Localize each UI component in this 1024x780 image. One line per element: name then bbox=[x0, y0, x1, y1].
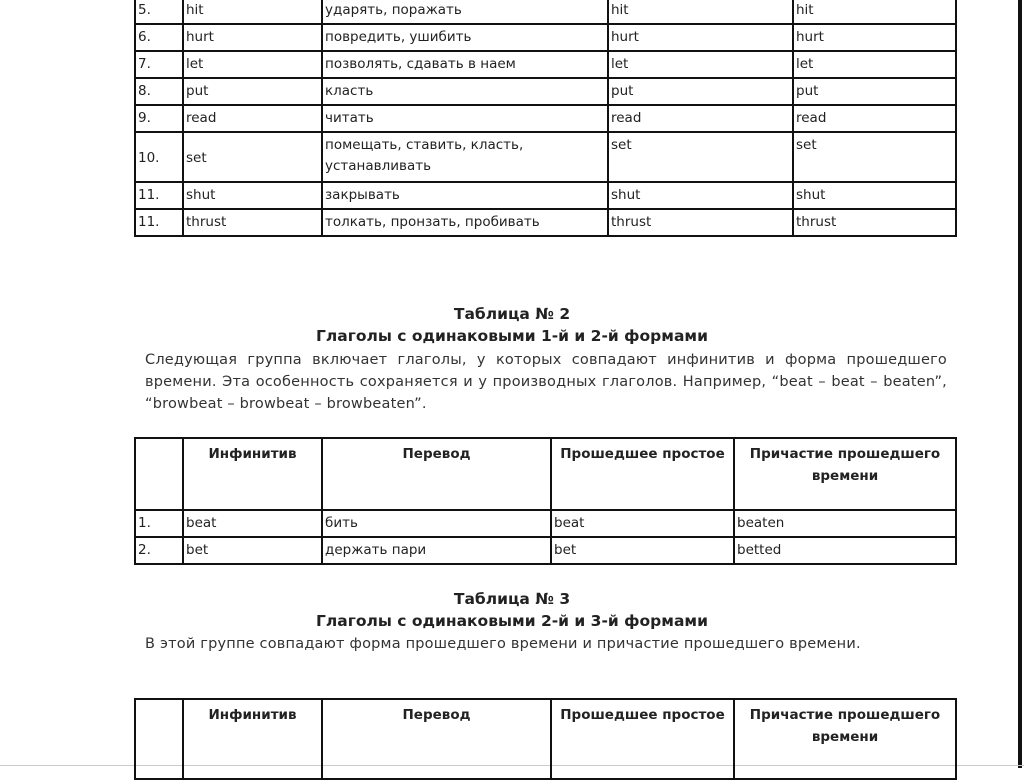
header-past-participle: Причастие прошедшего времени bbox=[734, 699, 956, 779]
past-simple-cell: put bbox=[608, 78, 793, 105]
table-row bbox=[135, 209, 956, 236]
table3-description: В этой группе совпадают форма прошедшего времени и причастие прошедшего времени. bbox=[145, 636, 861, 652]
header-past-simple: Прошедшее простое bbox=[551, 438, 734, 510]
row-number-cell: 5. bbox=[135, 0, 183, 24]
header-past-participle: Причастие прошедшего времени bbox=[734, 438, 956, 510]
table3-title: Таблица № 3 bbox=[453, 590, 571, 608]
translation-cell: читать bbox=[322, 105, 608, 132]
past-simple-cell: read bbox=[608, 105, 793, 132]
header-num bbox=[135, 699, 183, 779]
header-past-simple: Прошедшее простое bbox=[551, 699, 734, 779]
past-participle-cell: hurt bbox=[793, 24, 956, 51]
table2-description: Следующая группа включает глаголы, у которых совпадают инфинитив и форма прошедшего времени. Эта особенность сохраняется и у производных глаголов. Например, “beat – beat – beaten”, “browbeat – browbeat – browbeaten”. bbox=[145, 352, 947, 412]
header-infinitive: Инфинитив bbox=[183, 438, 322, 510]
row-number-cell: 2. bbox=[135, 537, 183, 564]
header-num bbox=[135, 438, 183, 510]
row-number-cell: 6. bbox=[135, 24, 183, 51]
row-number-cell: 8. bbox=[135, 78, 183, 105]
table-row bbox=[135, 132, 956, 182]
table2-title: Таблица № 2 bbox=[453, 305, 571, 323]
past-simple-cell: hit bbox=[608, 0, 793, 24]
table-row bbox=[135, 537, 956, 564]
past-participle-cell: set bbox=[793, 132, 956, 182]
translation-cell: класть bbox=[322, 78, 608, 105]
past-participle-cell: read bbox=[793, 105, 956, 132]
header-translation: Перевод bbox=[322, 438, 551, 510]
table-row bbox=[135, 510, 956, 537]
scrollbar-edge bbox=[1018, 0, 1022, 768]
past-simple-cell: set bbox=[608, 132, 793, 182]
translation-cell: ударять, поражать bbox=[322, 0, 608, 24]
past-simple-cell: let bbox=[608, 51, 793, 78]
table2-subtitle: Глаголы с одинаковыми 1-й и 2-й формами bbox=[316, 327, 708, 345]
row-number-cell: 7. bbox=[135, 51, 183, 78]
translation-cell: бить bbox=[322, 510, 551, 537]
infinitive-cell: bet bbox=[183, 537, 322, 564]
table-row bbox=[135, 24, 956, 51]
row-number-cell: 11. bbox=[135, 209, 183, 236]
infinitive-cell: set bbox=[183, 132, 322, 182]
row-number-cell: 1. bbox=[135, 510, 183, 537]
infinitive-cell: hurt bbox=[183, 24, 322, 51]
table-row bbox=[135, 78, 956, 105]
verbs-table-2 bbox=[134, 437, 957, 565]
row-number-cell: 11. bbox=[135, 182, 183, 209]
past-simple-cell: thrust bbox=[608, 209, 793, 236]
row-number-cell: 10. bbox=[135, 132, 183, 182]
past-participle-cell: betted bbox=[734, 537, 956, 564]
infinitive-cell: let bbox=[183, 51, 322, 78]
past-participle-cell: let bbox=[793, 51, 956, 78]
infinitive-cell: thrust bbox=[183, 209, 322, 236]
past-simple-cell: hurt bbox=[608, 24, 793, 51]
translation-cell: толкать, пронзать, пробивать bbox=[322, 209, 608, 236]
past-participle-cell: shut bbox=[793, 182, 956, 209]
infinitive-cell: hit bbox=[183, 0, 322, 24]
infinitive-cell: beat bbox=[183, 510, 322, 537]
past-participle-cell: beaten bbox=[734, 510, 956, 537]
table-row bbox=[135, 0, 956, 24]
table3-subtitle: Глаголы с одинаковыми 2-й и 3-й формами bbox=[316, 612, 708, 630]
translation-cell: помещать, ставить, класть, устанавливать bbox=[322, 132, 608, 182]
translation-cell: повредить, ушибить bbox=[322, 24, 608, 51]
row-number-cell: 9. bbox=[135, 105, 183, 132]
past-simple-cell: beat bbox=[551, 510, 734, 537]
past-participle-cell: hit bbox=[793, 0, 956, 24]
header-translation: Перевод bbox=[322, 699, 551, 779]
table-row bbox=[135, 105, 956, 132]
table-row bbox=[135, 51, 956, 78]
infinitive-cell: read bbox=[183, 105, 322, 132]
infinitive-cell: put bbox=[183, 78, 322, 105]
translation-cell: держать пари bbox=[322, 537, 551, 564]
past-simple-cell: shut bbox=[608, 182, 793, 209]
verbs-table-1 bbox=[134, 0, 957, 237]
past-participle-cell: put bbox=[793, 78, 956, 105]
past-simple-cell: bet bbox=[551, 537, 734, 564]
translation-cell: закрывать bbox=[322, 182, 608, 209]
table-row bbox=[135, 182, 956, 209]
infinitive-cell: shut bbox=[183, 182, 322, 209]
header-infinitive: Инфинитив bbox=[183, 699, 322, 779]
past-participle-cell: thrust bbox=[793, 209, 956, 236]
translation-cell: позволять, сдавать в наем bbox=[322, 51, 608, 78]
